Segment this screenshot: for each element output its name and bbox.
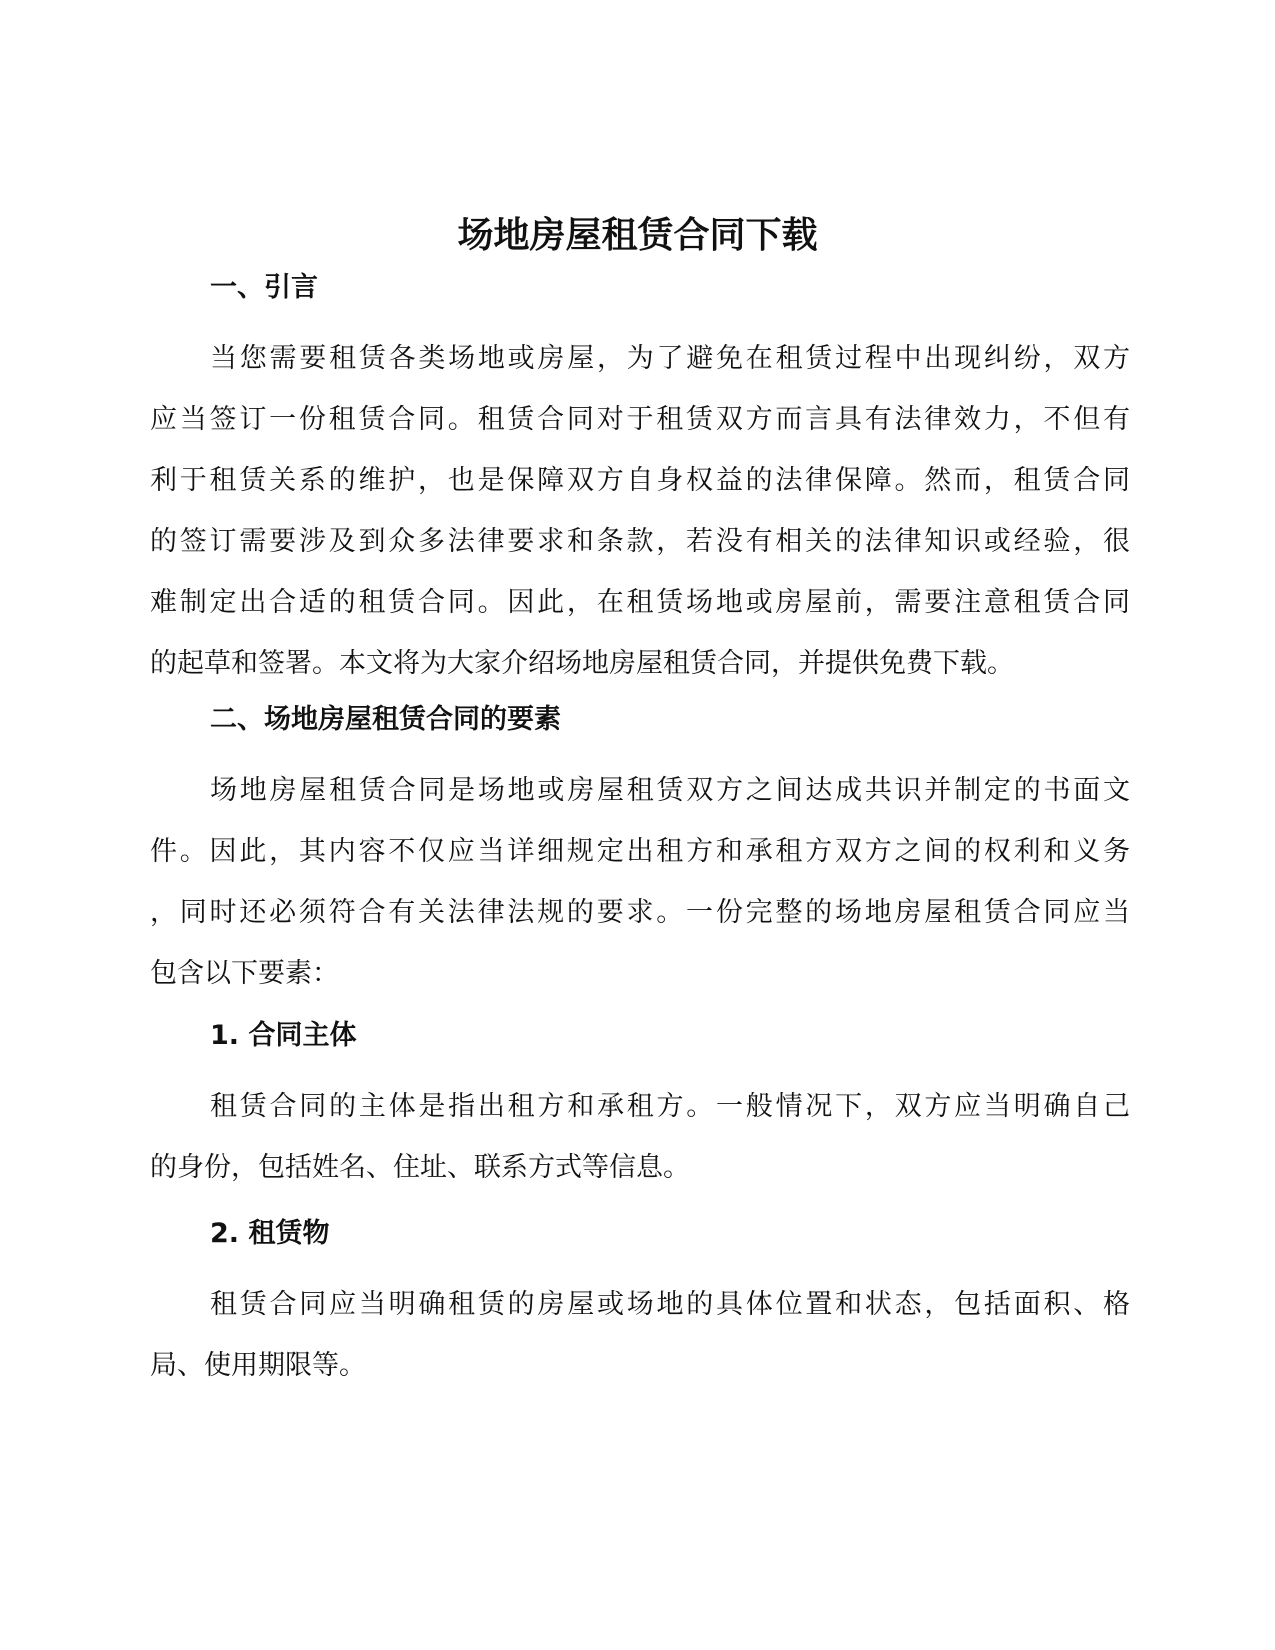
paragraph-line: 件。因此，其内容不仅应当详细规定出租方和承租方双方之间的权利和义务	[150, 836, 1130, 867]
paragraph-line: 应当签订一份租赁合同。租赁合同对于租赁双方而言具有法律效力，不但有	[150, 404, 1130, 435]
paragraph-contract-parties	[150, 1076, 1130, 1198]
paragraph-line: 的身份，包括姓名、住址、联系方式等信息。	[150, 1152, 690, 1183]
paragraph-line: 利于租赁关系的维护，也是保障双方自身权益的法律保障。然而，租赁合同	[150, 465, 1130, 496]
section-heading-introduction: 一、引言	[210, 272, 318, 303]
paragraph-line: ，同时还必须符合有关法律法规的要求。一份完整的场地房屋租赁合同应当	[150, 897, 1130, 928]
paragraph-introduction	[150, 328, 1130, 694]
document-title: 场地房屋租赁合同下载	[457, 215, 818, 256]
paragraph-line: 租赁合同应当明确租赁的房屋或场地的具体位置和状态，包括面积、格	[210, 1289, 1130, 1320]
paragraph-leased-property	[150, 1274, 1130, 1396]
paragraph-elements	[150, 760, 1130, 1004]
paragraph-line: 的签订需要涉及到众多法律要求和条款，若没有相关的法律知识或经验，很	[150, 526, 1130, 557]
subsection-heading-leased-property: 2. 租赁物	[210, 1218, 330, 1249]
paragraph-line: 的起草和签署。本文将为大家介绍场地房屋租赁合同，并提供免费下载。	[150, 648, 1014, 679]
paragraph-line: 当您需要租赁各类场地或房屋，为了避免在租赁过程中出现纠纷，双方	[210, 343, 1130, 374]
paragraph-line: 场地房屋租赁合同是场地或房屋租赁双方之间达成共识并制定的书面文	[210, 775, 1130, 806]
paragraph-line: 租赁合同的主体是指出租方和承租方。一般情况下，双方应当明确自己	[210, 1091, 1130, 1122]
section-heading-elements: 二、场地房屋租赁合同的要素	[210, 704, 561, 735]
paragraph-line: 包含以下要素：	[150, 958, 339, 989]
subsection-heading-contract-parties: 1. 合同主体	[210, 1020, 357, 1051]
paragraph-line: 局、使用期限等。	[150, 1350, 366, 1381]
paragraph-line: 难制定出合适的租赁合同。因此，在租赁场地或房屋前，需要注意租赁合同	[150, 587, 1130, 618]
